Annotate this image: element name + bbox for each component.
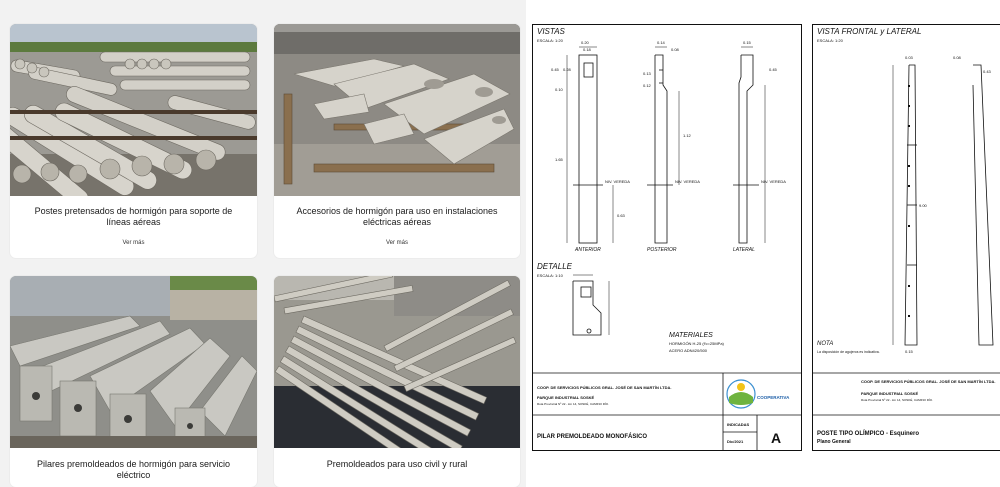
view-label-posterior: POSTERIOR xyxy=(647,247,677,253)
product-title[interactable]: Pilares premoldeados de hormigón para servicio eléctrico xyxy=(36,459,231,480)
plan-title: PILAR PREMOLDEADO MONOFÁSICO xyxy=(537,434,648,440)
product-photo-prestressed-poles xyxy=(10,24,257,196)
dim-label: 0.45 xyxy=(551,67,559,72)
dim-label: 0.03 xyxy=(905,55,913,60)
drawing-sheet-pilar[interactable] xyxy=(532,24,802,451)
product-title[interactable]: Accesorios de hormigón para uso en instalaciones eléctricas aéreas xyxy=(296,206,498,227)
ground-level-label: NIV. VEREDA xyxy=(675,179,700,184)
plan-title: POSTE TIPO OLÍMPICO - Esquinero xyxy=(817,431,920,437)
plant-address: Ruta Provincial Nº 22 - km 14, SOSKÉ, CAMINO RÍO. xyxy=(861,398,933,402)
dim-label: 0.12 xyxy=(643,83,651,88)
dim-label: 1.12 xyxy=(683,133,691,138)
product-title[interactable]: Postes pretensados de hormigón para soporte de líneas aéreas xyxy=(34,206,233,227)
dim-label: 0.08 xyxy=(671,47,679,52)
product-title[interactable]: Premoldeados para uso civil y rural xyxy=(326,459,468,469)
plant-address: Ruta Provincial Nº 22 - km 14, SOSKÉ, CAMINO RÍO. xyxy=(537,402,609,406)
dim-label: 0.10 xyxy=(555,87,563,92)
dim-label: 0.13 xyxy=(643,71,651,76)
dim-label: 0.08 xyxy=(953,55,961,60)
drawing-sheet-poste[interactable] xyxy=(812,24,1000,451)
product-photo-concrete-accessories xyxy=(274,24,520,196)
note-text: La disposición de agujeros es indicativa. xyxy=(817,350,880,354)
view-label-vistas: VISTAS xyxy=(537,27,565,36)
dim-label: 9.00 xyxy=(919,203,927,208)
company-name: COOP. DE SERVICIOS PÚBLICOS GRAL. JOSÉ DE SAN MARTÍN LTDA. xyxy=(861,379,996,384)
product-card[interactable] xyxy=(10,276,257,487)
dim-label: 0.14 xyxy=(657,40,665,45)
dim-label: 0.15 xyxy=(905,349,913,354)
dim-label: 0.18 xyxy=(583,47,591,52)
plan-subtitle: Plano General xyxy=(817,439,851,445)
dim-label: 0.20 xyxy=(581,40,589,45)
ground-level-label: NIV. VEREDA xyxy=(761,179,786,184)
scale-box: INDICADAS xyxy=(727,422,750,427)
plant-name: PARQUE INDUSTRIAL SOSKÉ xyxy=(537,395,595,400)
dim-label: 0.45 xyxy=(769,67,777,72)
drawing-poste-olimpico xyxy=(813,25,1000,450)
scale-label: ESCALA: 1:20 xyxy=(817,38,843,43)
materials-steel: ACERO ADN420/500 xyxy=(669,348,708,353)
view-label-anterior: ANTERIOR xyxy=(575,247,601,253)
scale-label: ESCALA: 1:20 xyxy=(537,38,563,43)
logo-text: COOPERATIVA xyxy=(757,395,790,400)
cooperativa-logo xyxy=(727,380,790,408)
dim-label: 1.65 xyxy=(555,157,563,162)
dim-label: 0.43 xyxy=(983,69,991,74)
ver-mas-link[interactable]: Ver más xyxy=(385,240,408,246)
note-heading: NOTA xyxy=(817,341,834,347)
product-card[interactable] xyxy=(10,24,257,258)
product-card[interactable] xyxy=(274,276,520,487)
company-name: COOP. DE SERVICIOS PÚBLICOS GRAL. JOSÉ DE SAN MARTÍN LTDA. xyxy=(537,385,672,390)
materials-heading: MATERIALES xyxy=(669,332,713,339)
date-box: Dic/2021 xyxy=(727,439,744,444)
product-photo-pillars xyxy=(10,276,257,448)
view-label-detalle: DETALLE xyxy=(537,262,572,271)
revision-letter: A xyxy=(771,430,782,446)
dim-label: 0.63 xyxy=(617,213,625,218)
product-card[interactable] xyxy=(274,24,520,258)
view-label-frontal: VISTA FRONTAL y LATERAL xyxy=(817,27,922,36)
product-photo-civil-rural xyxy=(274,276,520,448)
scale-detail-label: ESCALA: 1:10 xyxy=(537,273,563,278)
view-label-lateral: LATERAL xyxy=(733,247,755,253)
materials-concrete: HORMIGÓN H-25 (f'c=25MPa) xyxy=(669,341,724,346)
drawing-pilar-monofasico xyxy=(533,25,801,450)
ver-mas-link[interactable]: Ver más xyxy=(122,240,145,246)
dim-label: 0.15 xyxy=(743,40,751,45)
plant-name: PARQUE INDUSTRIAL SOSKÉ xyxy=(861,391,919,396)
ground-level-label: NIV. VEREDA xyxy=(605,179,630,184)
dim-label: 0.28 xyxy=(563,67,571,72)
